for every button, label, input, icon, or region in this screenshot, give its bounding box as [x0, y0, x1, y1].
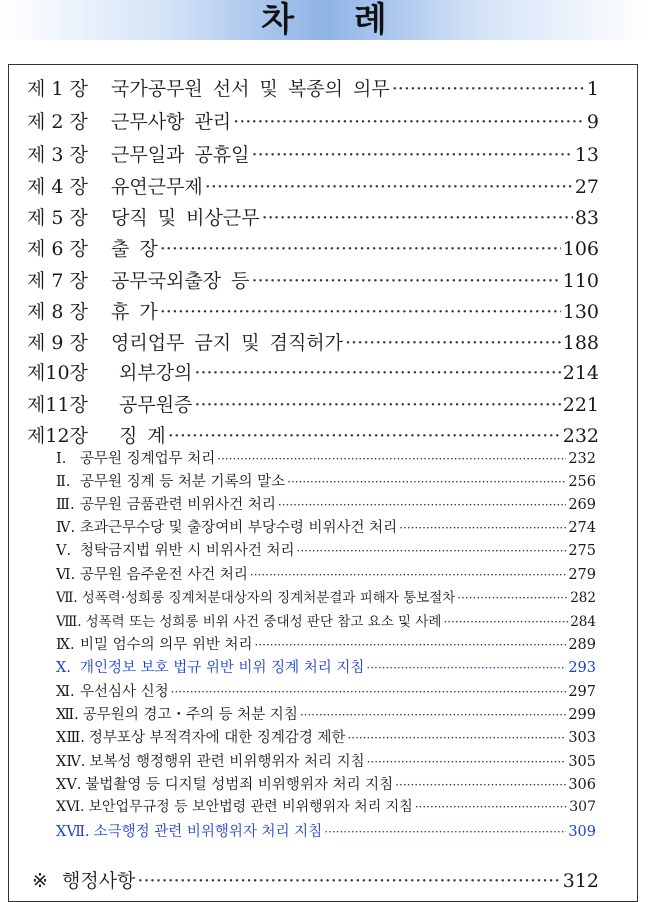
toc-chapter-1[interactable] [27, 74, 599, 101]
section-number: Ⅶ. [56, 590, 78, 606]
chapter-number: 제 2 장 [27, 111, 88, 133]
leader-dots [415, 800, 568, 814]
section-title: 초과근무수당 및 출장여비 부당수령 비위사건 처리 [80, 520, 398, 536]
section-number: Ⅸ. [56, 637, 75, 653]
toc-section-2[interactable] [56, 470, 596, 491]
toc-section-17[interactable] [56, 820, 596, 841]
leader-dots [171, 685, 567, 699]
leader-dots [278, 498, 566, 512]
chapter-title: 징 계 [119, 425, 166, 447]
leader-dots [297, 544, 567, 558]
chapter-number: 제 5 장 [27, 207, 88, 229]
section-number: Ⅹ. [56, 660, 71, 676]
toc-section-15[interactable] [56, 773, 596, 794]
toc-chapter-8[interactable] [27, 297, 599, 324]
toc-section-7[interactable] [56, 586, 596, 606]
toc-chapter-6[interactable] [27, 234, 599, 261]
section-number: ⅩⅢ. [56, 730, 85, 746]
toc-chapter-7[interactable] [27, 266, 599, 293]
page-number: 274 [568, 520, 596, 536]
section-number: Ⅷ. [56, 614, 82, 630]
page-number: 1 [586, 78, 599, 100]
chapter-title: 국가공무원 선서 및 복종의 의무 [111, 78, 390, 100]
toc-section-8[interactable] [56, 610, 596, 630]
chapter-title: 근무사항 관리 [111, 111, 232, 133]
section-number: Ⅺ. [56, 684, 75, 700]
page-number: 284 [570, 614, 596, 630]
leader-dots [252, 270, 561, 292]
chapter-title: 출 장 [111, 238, 158, 260]
page-number: 13 [574, 144, 599, 166]
section-title: 개인정보 보호 법규 위반 비위 징계 처리 지침 [80, 660, 365, 676]
section-number: Ⅻ. [56, 707, 79, 723]
section-title: 보안업무규정 등 보안법령 관련 비위행위자 처리 지침 [88, 799, 413, 815]
toc-chapter-12[interactable] [27, 421, 599, 448]
section-number: ⅩⅥ. [56, 799, 85, 815]
toc-section-1[interactable] [56, 447, 596, 468]
section-title: 공무원 징계업무 처리 [80, 451, 216, 467]
section-title: 보복성 행정행위 관련 비위행위자 처리 지침 [89, 754, 365, 770]
chapter-title: 유연근무제 [111, 176, 203, 198]
section-title: 비밀 엄수의 의무 위반 처리 [80, 637, 253, 653]
toc-section-13[interactable] [56, 726, 596, 747]
page-number: 279 [568, 567, 596, 583]
page-number: 83 [574, 207, 599, 229]
page-number: 130 [562, 301, 599, 323]
toc-section-12[interactable] [56, 703, 596, 724]
section-title: 공무원 징계 등 처분 기록의 말소 [80, 474, 286, 490]
chapter-number: 제 4 장 [27, 176, 88, 198]
leader-dots [457, 591, 568, 605]
leader-dots [366, 661, 566, 675]
section-title: 소극행정 관련 비위행위자 처리 지침 [93, 824, 323, 840]
leader-dots [194, 362, 560, 384]
section-number: Ⅱ. [56, 474, 71, 490]
leader-dots [217, 452, 566, 466]
toc-chapter-11[interactable] [27, 390, 599, 417]
leader-dots [194, 394, 560, 416]
leader-dots [168, 425, 561, 447]
page-number: 232 [568, 451, 596, 467]
note-title: 행정사항 [62, 870, 136, 892]
toc-section-3[interactable] [56, 493, 596, 514]
leader-dots [287, 475, 566, 489]
page-number: 299 [568, 707, 596, 723]
section-number: ⅩⅦ. [56, 824, 90, 840]
page-number: 297 [568, 684, 596, 700]
page-number: 303 [568, 730, 596, 746]
toc-admin-notes[interactable] [32, 866, 599, 893]
chapter-title: 당직 및 비상근무 [111, 207, 260, 229]
page-number: 312 [562, 870, 599, 892]
section-number: Ⅲ. [56, 497, 75, 513]
page-number: 106 [562, 238, 599, 260]
toc-chapter-2[interactable] [27, 107, 599, 134]
leader-dots [395, 778, 566, 792]
leader-dots [392, 78, 585, 100]
chapter-title: 근무일과 공휴일 [111, 144, 250, 166]
page-number: 289 [568, 637, 596, 653]
leader-dots [252, 144, 573, 166]
leader-dots [160, 238, 561, 260]
toc-section-14[interactable] [56, 750, 596, 771]
leader-dots [367, 755, 567, 769]
chapter-number: 제11장 [27, 394, 88, 416]
toc-section-11[interactable] [56, 680, 596, 701]
section-number: Ⅵ. [56, 567, 76, 583]
page-number: 9 [586, 111, 599, 133]
leader-dots [399, 521, 566, 535]
leader-dots [262, 207, 573, 229]
page-number: 305 [568, 754, 596, 770]
section-title: 불법촬영 등 디지털 성범죄 비위행위자 처리 지침 [85, 777, 394, 793]
chapter-number: 제 3 장 [27, 144, 88, 166]
leader-dots [443, 615, 568, 629]
toc-chapter-3[interactable] [27, 140, 599, 167]
leader-dots [345, 332, 561, 354]
toc-section-4[interactable] [56, 516, 596, 537]
section-title: 성폭력 또는 성희롱 비위 사건 중대성 판단 참고 요소 및 사례 [85, 614, 442, 630]
toc-section-5[interactable] [56, 539, 596, 560]
section-number: Ⅴ. [56, 543, 72, 559]
leader-dots [347, 731, 566, 745]
section-number: ⅩⅣ. [56, 754, 86, 770]
page-number: 293 [568, 660, 596, 676]
page-number: 110 [562, 270, 599, 292]
section-number: Ⅰ. [56, 451, 67, 467]
page-number: 282 [570, 590, 596, 606]
section-title: 공무원의 경고・주의 등 처분 지침 [82, 707, 298, 723]
page-number: 256 [568, 474, 596, 490]
chapter-number: 제12장 [27, 425, 88, 447]
toc-section-10[interactable] [56, 656, 596, 677]
chapter-number: 제10장 [27, 362, 88, 384]
chapter-title: 영리업무 금지 및 겸직허가 [111, 332, 344, 354]
chapter-number: 제 8 장 [27, 301, 88, 323]
leader-dots [160, 301, 561, 323]
toc-section-6[interactable] [56, 563, 596, 584]
section-title: 우선심사 신청 [80, 684, 169, 700]
section-title: 공무원 금품관련 비위사건 처리 [80, 497, 276, 513]
page-number: 306 [568, 777, 596, 793]
section-number: ⅩⅤ. [56, 777, 82, 793]
page-number: 27 [574, 176, 599, 198]
toc-section-9[interactable] [56, 633, 596, 654]
toc-chapter-5[interactable] [27, 203, 599, 230]
page-number: 221 [562, 394, 599, 416]
page-number: 188 [562, 332, 599, 354]
toc-section-16[interactable] [56, 796, 596, 816]
page-title: 차 례 [261, 0, 387, 40]
chapter-title: 공무원증 [119, 394, 193, 416]
chapter-number: 제 9 장 [27, 332, 88, 354]
chapter-number: 제 7 장 [27, 270, 88, 292]
section-title: 성폭력·성희롱 징계처분대상자의 징계처분결과 피해자 통보절차 [81, 590, 456, 606]
section-number: Ⅳ. [56, 520, 76, 536]
page-number: 307 [569, 799, 596, 815]
section-title: 청탁금지법 위반 시 비위사건 처리 [80, 543, 295, 559]
chapter-title: 외부강의 [119, 362, 193, 384]
page-number: 275 [568, 543, 596, 559]
page-number: 232 [562, 425, 599, 447]
toc-chapter-9[interactable] [27, 328, 599, 355]
chapter-title: 휴 가 [111, 301, 158, 323]
leader-dots [255, 638, 567, 652]
toc-chapter-10[interactable] [27, 358, 599, 385]
chapter-title: 공무국외출장 등 [111, 270, 250, 292]
leader-dots [137, 870, 560, 892]
leader-dots [300, 708, 566, 722]
leader-dots [324, 825, 566, 839]
chapter-number: 제 1 장 [27, 78, 88, 100]
section-title: 정부포상 부적격자에 대한 징계감경 제한 [88, 730, 346, 746]
leader-dots [250, 568, 566, 582]
leader-dots [205, 176, 573, 198]
leader-dots [233, 111, 585, 133]
toc-chapter-4[interactable] [27, 172, 599, 199]
section-title: 공무원 음주운전 사건 처리 [80, 567, 248, 583]
page-number: 309 [568, 824, 596, 840]
page-number: 269 [568, 497, 596, 513]
chapter-number: 제 6 장 [27, 238, 88, 260]
reference-mark: ※ [32, 870, 48, 892]
page-number: 214 [562, 362, 599, 384]
